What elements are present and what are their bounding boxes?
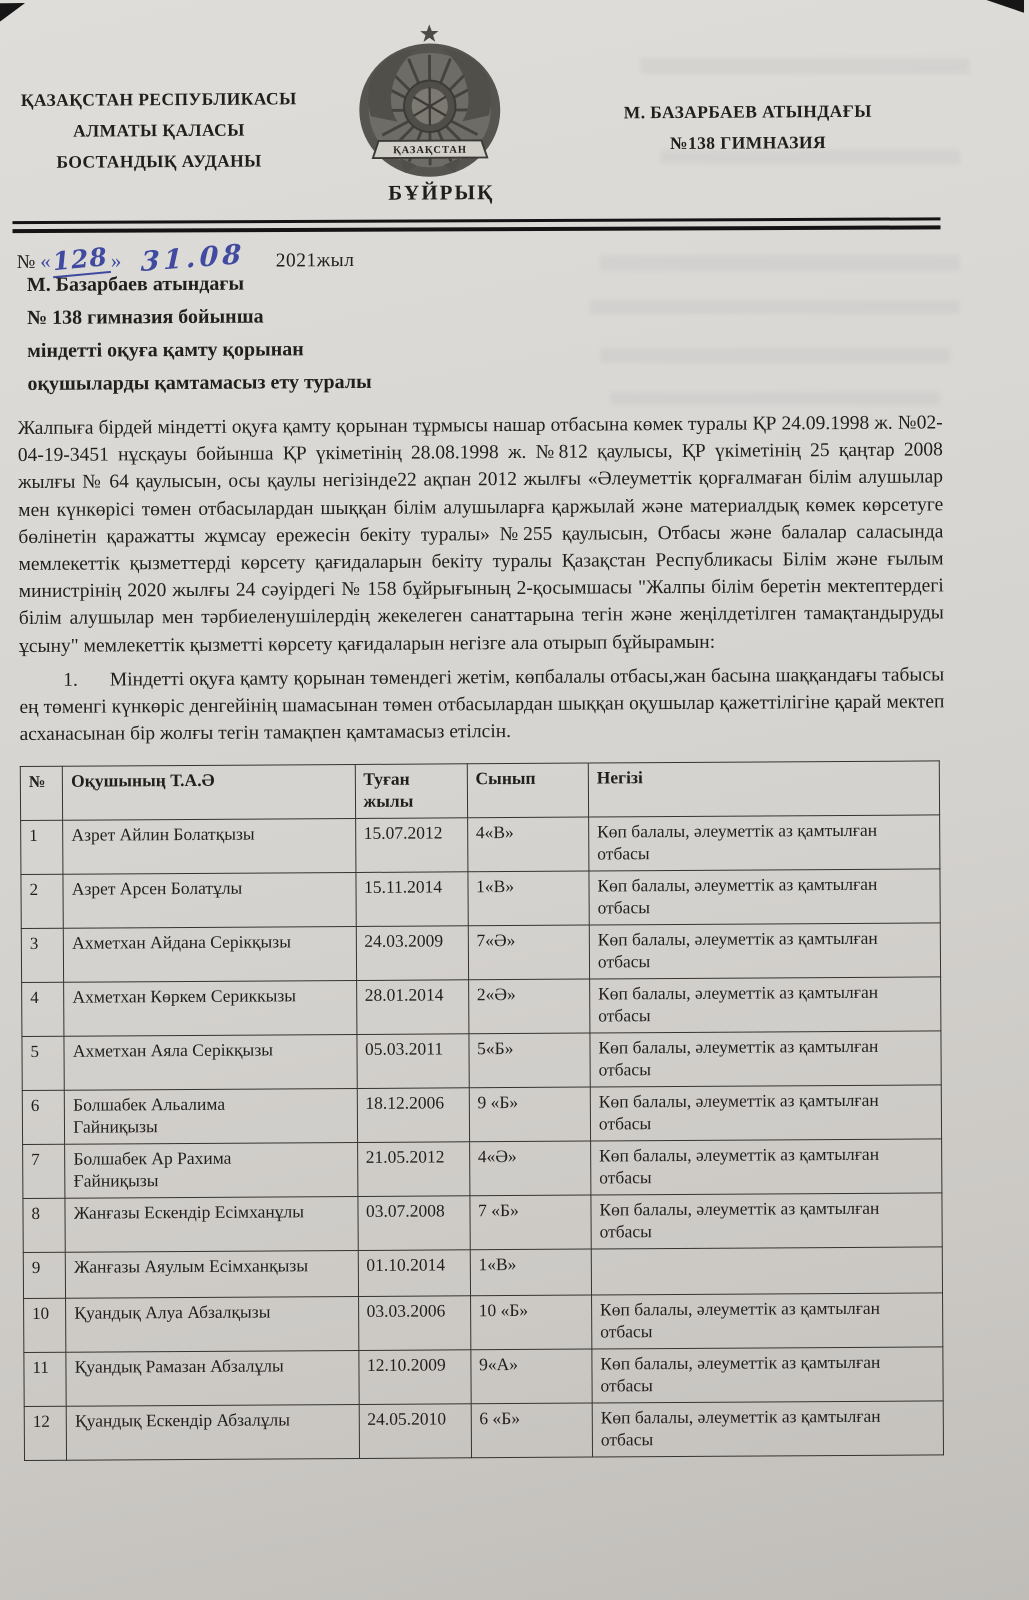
cell-name: Ахметхан Көркем Сериккызы — [64, 981, 357, 1037]
cell-name: Қуандық Алуа Абзалқызы — [66, 1297, 359, 1353]
cell-grade: 2«Ә» — [468, 979, 590, 1034]
cell-grade: 4«Ә» — [469, 1141, 591, 1196]
cell-birth: 24.05.2010 — [359, 1404, 471, 1459]
cell-birth: 24.03.2009 — [356, 926, 468, 981]
cell-basis — [591, 1247, 942, 1295]
org-left-line-2: АЛМАТЫ ҚАЛАСЫ — [72, 119, 245, 141]
org-left-line-3: БОСТАНДЫҚ АУДАНЫ — [56, 150, 262, 172]
cell-grade: 4«В» — [467, 817, 589, 872]
cell-name: Жанғазы Ескендір Есімханұлы — [65, 1197, 358, 1253]
preamble-paragraph: Жалпыға бірдей міндетті оқуға қамту қорынан тұрмысы нашар отбасына көмек туралы ҚР 24.09.1998 ж. №02-04-19-3451 нұсқауы бойынша ҚР үкіметінің 28.08.1998 ж. №812 қаулысы, ҚР үкіметінің 25 қаңтар 2008 жылғы № 64 қаулысын, осы қаулы негізінде22 ақпан 2012 жылғы «Әлеуметтік қорғалмаған білім алушылар мен күнкөрісі төмен отбасылардан шыққан білім алушыларға қаржылай және материалдық көмек көрсетуге бөлінетін қаражатты жұмсау ережесін бекіту туралы» №255 қаулысын, Отбасы және балалар саласында мемлекеттік қызметтерді көрсету қағидаларын бекіту туралы Қазақстан Республикасы Білім және ғылым министрінің 2020 жылғы 24 сәуірдегі № 158 бұйрығының 2-қосымшасы "Жалпы білім беретін мектептердегі білім алушылар мен тәрбиеленушілердің жекелеген санаттарына тегін және жеңілдетілген тамақтандыруды ұсыну" мемлекеттік қызметті көрсету қағидаларын негізге ала отырып бұйырамын: — [17, 412, 944, 657]
handwritten-order-number: 128 — [50, 242, 111, 278]
table-row — [21, 923, 940, 983]
header-divider-rule — [12, 217, 940, 233]
cell-no: 2 — [21, 875, 64, 929]
cell-name: Ахметхан Аяла Серікқызы — [64, 1035, 357, 1091]
table-row — [22, 1031, 941, 1091]
order-subject: М. Базарбаев атындағы № 138 гимназия бойынша міндетті оқуға қамту қорынан оқушыларды қамтамасыз ету туралы — [26, 272, 372, 395]
cell-no: 6 — [22, 1091, 65, 1145]
scan-corner-artifact — [978, 0, 1024, 13]
cell-grade: 5«Б» — [469, 1033, 591, 1088]
kazakhstan-emblem-icon — [351, 22, 508, 183]
cell-name: Қуандық Ескендір Абзалұлы — [66, 1405, 359, 1461]
cell-basis: Көп балалы, әлеуметтік аз қамтылған отбасы — [590, 1085, 941, 1141]
cell-name: Болшабек Ар Рахима Ғайниқызы — [65, 1143, 358, 1199]
cell-no: 3 — [21, 929, 64, 983]
table-row — [24, 1293, 943, 1353]
cell-grade: 7«Ә» — [468, 925, 590, 980]
students-table-body — [21, 815, 944, 1461]
cell-basis: Көп балалы, әлеуметтік аз қамтылған отбасы — [591, 1193, 942, 1249]
cell-birth: 03.03.2006 — [358, 1296, 470, 1351]
cell-name: Азрет Арсен Болатұлы — [63, 873, 356, 929]
cell-grade: 6 «Б» — [471, 1403, 593, 1458]
cell-name: Жанғазы Аяулым Есімханқызы — [66, 1251, 359, 1299]
students-table — [20, 761, 944, 1462]
cell-birth: 15.07.2012 — [355, 818, 467, 873]
cell-no: 4 — [22, 983, 65, 1037]
cell-basis: Көп балалы, әлеуметтік аз қамтылған отбасы — [589, 923, 940, 979]
document-body — [18, 409, 949, 1461]
table-row — [22, 1085, 941, 1145]
table-row — [24, 1347, 943, 1407]
cell-basis: Көп балалы, әлеуметтік аз қамтылған отбасы — [590, 977, 941, 1033]
cell-grade: 9 «Б» — [469, 1087, 591, 1142]
org-right-line-2: №138 ГИМНАЗИЯ — [669, 132, 827, 154]
table-row — [21, 869, 940, 929]
cell-birth: 18.12.2006 — [357, 1088, 469, 1143]
scan-corner-artifact — [0, 3, 25, 25]
col-header-birth: Туған жылы — [355, 764, 467, 819]
cell-no: 1 — [21, 821, 64, 875]
cell-name: Қуандық Рамазан Абзалұлы — [66, 1351, 359, 1407]
cell-birth: 03.07.2008 — [357, 1196, 469, 1251]
org-right-line-1: М. БАЗАРБАЕВ АТЫНДАҒЫ — [623, 100, 872, 123]
cell-no: 7 — [23, 1145, 66, 1199]
cell-basis: Көп балалы, әлеуметтік аз қамтылған отбасы — [591, 1293, 942, 1349]
table-row — [23, 1193, 942, 1253]
cell-basis: Көп балалы, әлеуметтік аз қамтылған отбасы — [592, 1347, 943, 1403]
cell-grade: 1«В» — [470, 1249, 592, 1296]
year-label: 2021жыл — [275, 249, 355, 272]
cell-no: 10 — [24, 1299, 67, 1353]
cell-basis: Көп балалы, әлеуметтік аз қамтылған отбасы — [589, 869, 940, 925]
cell-grade: 7 «Б» — [470, 1195, 592, 1250]
cell-no: 8 — [23, 1199, 66, 1253]
org-left-line-1: ҚАЗАҚСТАН РЕСПУБЛИКАСЫ — [20, 88, 297, 111]
cell-grade: 9«А» — [470, 1349, 592, 1404]
cell-name: Болшабек Альалима Гайниқызы — [65, 1089, 358, 1145]
cell-no: 9 — [23, 1253, 66, 1299]
table-row — [23, 1139, 942, 1199]
emblem-banner-text: ҚАЗАҚСТАН — [393, 144, 468, 157]
cell-birth: 15.11.2014 — [355, 872, 467, 927]
table-row — [22, 977, 941, 1037]
order-item-number: 1. — [63, 669, 78, 691]
cell-birth: 05.03.2011 — [356, 1034, 468, 1089]
handwritten-date: 31.08 — [139, 238, 246, 279]
cell-basis: Көп балалы, әлеуметтік аз қамтылған отбасы — [590, 1031, 941, 1087]
students-table-head — [20, 761, 939, 821]
cell-grade: 10 «Б» — [470, 1295, 592, 1350]
table-row — [24, 1401, 943, 1461]
cell-birth: 28.01.2014 — [356, 980, 468, 1035]
order-item-text: Міндетті оқуға қамту қорынан төмендегі жетім, көпбалалы отбасы,жан басына шаққандағы табысы ең төменгі күнкөріс денгейінің шамасынан төмен отбасылардан шыққан оқушылар қажеттілігіне қарай мектеп асханасынан бір жолғы тегін тамақпен қамтамасыз етілсін. — [19, 664, 945, 746]
cell-basis: Көп балалы, әлеуметтік аз қамтылған отбасы — [589, 815, 940, 871]
org-block-right — [608, 96, 888, 160]
cell-birth: 12.10.2009 — [358, 1350, 470, 1405]
doc-type-title: БҰЙРЫҚ — [388, 180, 495, 205]
cell-name: Ахметхан Айдана Серікқызы — [64, 927, 357, 983]
open-quote: « — [40, 248, 51, 273]
cell-name: Азрет Айлин Болатқызы — [63, 819, 356, 875]
col-header-no: № — [20, 767, 63, 821]
close-quote: » — [110, 248, 122, 273]
header-row — [20, 761, 939, 821]
col-header-grade: Сынып — [467, 763, 589, 818]
cell-birth: 21.05.2012 — [357, 1142, 469, 1197]
cell-grade: 1«В» — [468, 871, 590, 926]
cell-basis: Көп балалы, әлеуметтік аз қамтылған отбасы — [590, 1139, 941, 1195]
table-row — [23, 1247, 942, 1299]
col-header-basis: Негізі — [588, 761, 939, 817]
cell-no: 11 — [24, 1353, 67, 1407]
cell-birth: 01.10.2014 — [358, 1250, 470, 1297]
org-block-left — [2, 83, 317, 178]
number-prefix: № — [16, 251, 36, 274]
cell-no: 12 — [24, 1407, 67, 1461]
cell-no: 5 — [22, 1037, 65, 1091]
table-row — [21, 815, 940, 875]
order-item-1 — [19, 661, 944, 748]
col-header-name: Оқушының Т.А.Ә — [63, 765, 356, 821]
cell-basis: Көп балалы, әлеуметтік аз қамтылған отбасы — [592, 1401, 943, 1457]
